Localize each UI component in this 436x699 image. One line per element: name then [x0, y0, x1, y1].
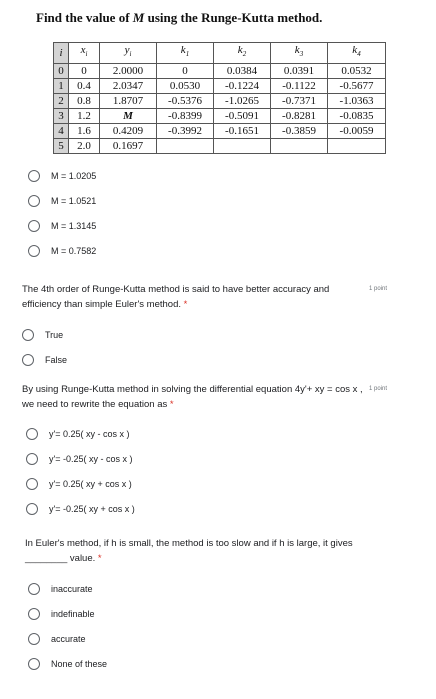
cell-k3: -0.8281: [271, 109, 328, 124]
header-k3: [271, 43, 328, 64]
radio-button[interactable]: [22, 354, 34, 366]
cell-x: 0.8: [69, 94, 100, 109]
option-label: M = 1.3145: [51, 221, 97, 231]
header-k3-symbol: k: [294, 44, 300, 57]
header-k2-sub: 2: [242, 50, 247, 59]
cell-k2: -0.1224: [214, 79, 271, 94]
required-asterisk: *: [183, 299, 188, 310]
table-header-row: [54, 43, 386, 64]
cell-y-unknown: M: [100, 109, 157, 124]
cell-x: 2.0: [69, 139, 100, 154]
q2-text: The 4th order of Runge-Kutta method is said to have better accuracy and efficiency than simple Euler's method.: [22, 284, 330, 310]
required-asterisk: *: [97, 553, 102, 564]
option-label: M = 1.0205: [51, 171, 97, 181]
radio-button[interactable]: [28, 583, 40, 595]
cell-i: 1: [54, 79, 69, 94]
cell-y: 0.1697: [100, 139, 157, 154]
q1-option-3[interactable]: [28, 220, 96, 232]
q4-text: In Euler's method, if h is small, the method is too slow and if h is large, it gives ________ value.: [25, 538, 353, 564]
runge-kutta-table: [53, 42, 386, 154]
q4-option-1[interactable]: [28, 583, 93, 595]
cell-k4: -1.0363: [328, 94, 386, 109]
q3-text: By using Runge-Kutta method in solving the differential equation 4y'+ xy = cos x , we need to rewrite the equation as: [22, 384, 363, 410]
cell-k4: -0.5677: [328, 79, 386, 94]
cell-k2: -0.5091: [214, 109, 271, 124]
cell-k1: -0.8399: [157, 109, 214, 124]
cell-k4: -0.0835: [328, 109, 386, 124]
radio-button[interactable]: [26, 428, 38, 440]
cell-k4: [328, 139, 386, 154]
q1-title-suffix: using the Runge-Kutta method.: [144, 10, 323, 25]
cell-i: 0: [54, 64, 69, 79]
cell-k1: [157, 139, 214, 154]
cell-y: 2.0347: [100, 79, 157, 94]
cell-k1: 0: [157, 64, 214, 79]
q1-title: [36, 10, 322, 26]
table-row: [54, 79, 386, 94]
option-label: inaccurate: [51, 584, 93, 594]
header-k4: [328, 43, 386, 64]
radio-button[interactable]: [28, 195, 40, 207]
cell-k2: [214, 139, 271, 154]
q1-title-var: M: [132, 10, 145, 25]
radio-button[interactable]: [28, 170, 40, 182]
q2-points: 1 point: [369, 286, 388, 292]
cell-k3: 0.0391: [271, 64, 328, 79]
header-k2: [214, 43, 271, 64]
header-x-symbol: x: [80, 44, 86, 57]
table-row: [54, 124, 386, 139]
option-label: False: [45, 355, 68, 365]
table-row: [54, 109, 386, 124]
option-label: y'= -0.25( xy + cos x ): [49, 504, 135, 514]
cell-x: 0.4: [69, 79, 100, 94]
cell-x: 1.6: [69, 124, 100, 139]
q4-question: [25, 536, 370, 566]
option-label: accurate: [51, 634, 86, 644]
cell-x: 0: [69, 64, 100, 79]
radio-button[interactable]: [26, 503, 38, 515]
q4-option-2[interactable]: [28, 608, 95, 620]
radio-button[interactable]: [26, 453, 38, 465]
cell-k1: -0.3992: [157, 124, 214, 139]
cell-k1: -0.5376: [157, 94, 214, 109]
cell-k4: -0.0059: [328, 124, 386, 139]
q1-title-prefix: Find the value of: [36, 10, 133, 25]
option-label: None of these: [51, 659, 108, 669]
cell-k3: [271, 139, 328, 154]
q2-option-false[interactable]: [22, 354, 67, 366]
header-y-symbol: y: [124, 44, 130, 57]
cell-i: 5: [54, 139, 69, 154]
cell-i: 3: [54, 109, 69, 124]
header-y: [100, 43, 157, 64]
table-row: [54, 139, 386, 154]
cell-k3: -0.7371: [271, 94, 328, 109]
option-label: True: [45, 330, 64, 340]
option-label: M = 1.0521: [51, 196, 97, 206]
q3-question: [22, 382, 367, 412]
header-k3-sub: 3: [299, 50, 304, 59]
cell-k2: -0.1651: [214, 124, 271, 139]
table-row: [54, 94, 386, 109]
q4-option-3[interactable]: [28, 633, 86, 645]
cell-k1: 0.0530: [157, 79, 214, 94]
option-label: indefinable: [51, 609, 95, 619]
q4-option-4[interactable]: [28, 658, 107, 670]
header-i: i: [54, 43, 69, 64]
header-k2-symbol: k: [237, 44, 243, 57]
q2-question: [22, 282, 362, 312]
cell-y: 1.8707: [100, 94, 157, 109]
cell-k4: 0.0532: [328, 64, 386, 79]
cell-k2: -1.0265: [214, 94, 271, 109]
table-row: [54, 64, 386, 79]
q1-option-4[interactable]: [28, 245, 96, 257]
cell-y: 0.4209: [100, 124, 157, 139]
header-k1-symbol: k: [180, 44, 186, 57]
cell-k2: 0.0384: [214, 64, 271, 79]
header-y-sub: i: [129, 50, 132, 59]
option-label: y'= 0.25( xy + cos x ): [49, 479, 132, 489]
cell-k3: -0.1122: [271, 79, 328, 94]
q1-option-1[interactable]: [28, 170, 96, 182]
q2-option-true[interactable]: [22, 329, 63, 341]
q3-points: 1 point: [369, 386, 388, 392]
q3-option-4[interactable]: [26, 503, 135, 515]
radio-button[interactable]: [28, 245, 40, 257]
radio-button[interactable]: [28, 220, 40, 232]
option-label: M = 0.7582: [51, 246, 97, 256]
cell-x: 1.2: [69, 109, 100, 124]
radio-button[interactable]: [22, 329, 34, 341]
header-k4-symbol: k: [352, 44, 358, 57]
header-x-sub: i: [85, 50, 88, 59]
radio-button[interactable]: [28, 658, 40, 670]
option-label: y'= 0.25( xy - cos x ): [49, 429, 130, 439]
header-k4-sub: 4: [357, 50, 361, 59]
q3-option-2[interactable]: [26, 453, 133, 465]
header-x: [69, 43, 100, 64]
cell-y: 2.0000: [100, 64, 157, 79]
cell-i: 2: [54, 94, 69, 109]
q1-option-2[interactable]: [28, 195, 96, 207]
radio-button[interactable]: [28, 633, 40, 645]
q3-option-1[interactable]: [26, 428, 130, 440]
header-k1: [157, 43, 214, 64]
required-asterisk: *: [169, 399, 174, 410]
header-k1-sub: 1: [185, 50, 190, 59]
option-label: y'= -0.25( xy - cos x ): [49, 454, 133, 464]
cell-i: 4: [54, 124, 69, 139]
radio-button[interactable]: [26, 478, 38, 490]
cell-k3: -0.3859: [271, 124, 328, 139]
q3-option-3[interactable]: [26, 478, 132, 490]
radio-button[interactable]: [28, 608, 40, 620]
